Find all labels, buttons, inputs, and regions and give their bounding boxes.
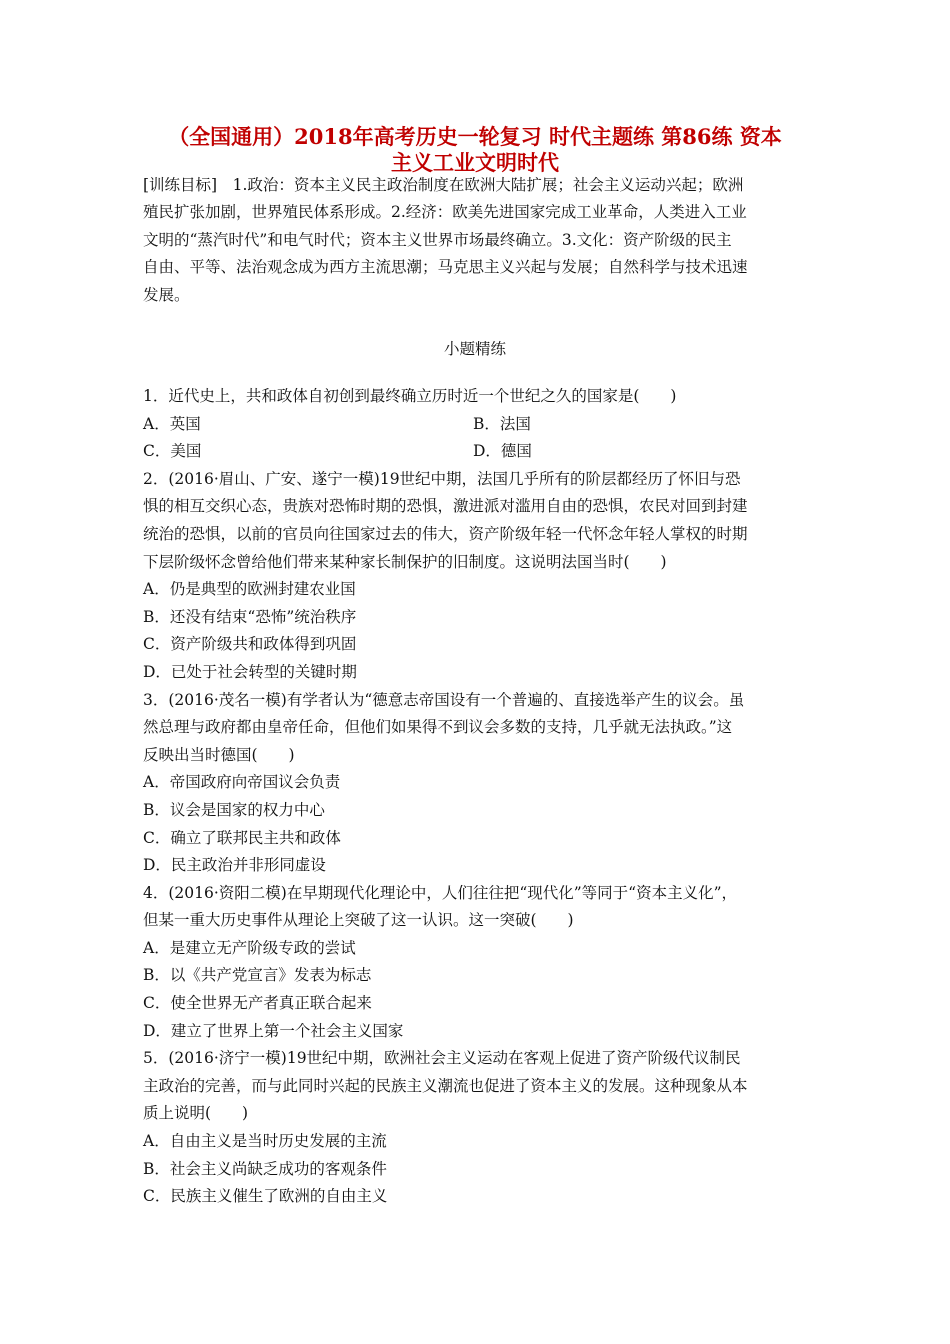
title-line-2: 主义工业文明时代	[391, 150, 559, 175]
option-c: C．资产阶级共和政体得到巩固	[143, 635, 357, 654]
question-stem: 惧的相互交织心态，贵族对恐怖时期的恐惧，激进派对滥用自由的恐惧，农民对回到封建	[143, 497, 748, 516]
question-stem: 5．(2016·济宁一模)19世纪中期，欧洲社会主义运动在客观上促进了资产阶级代议制民	[143, 1049, 741, 1068]
question-2	[143, 466, 813, 687]
question-stem: 3．(2016·茂名一模)有学者认为“德意志帝国设有一个普遍的、直接选举产生的议会。虽	[143, 690, 745, 709]
question-stem: 主政治的完善，而与此同时兴起的民族主义潮流也促进了资本主义的发展。这种现象从本	[143, 1076, 748, 1095]
option-d: D．建立了世界上第一个社会主义国家	[143, 1021, 404, 1040]
goal-line: 发展。	[143, 285, 190, 304]
option-row	[143, 411, 813, 439]
goal-line: 殖民扩张加剧，世界殖民体系形成。2.经济：欧美先进国家完成工业革命，人类进入工业	[143, 203, 747, 222]
title-line-1: （全国通用）2018年高考历史一轮复习 时代主题练 第86练 资本	[168, 124, 782, 149]
question-stem: 质上说明( )	[143, 1104, 249, 1123]
question-stem: 反映出当时德国( )	[143, 745, 295, 764]
option-row	[143, 438, 813, 466]
question-1	[143, 383, 813, 466]
question-4	[143, 880, 813, 1046]
option-a: A．仍是典型的欧洲封建农业国	[143, 580, 356, 599]
question-stem: 下层阶级怀念曾给他们带来某种家长制保护的旧制度。这说明法国当时( )	[143, 552, 667, 571]
question-3	[143, 687, 813, 880]
option-b: B．以《共产党宣言》发表为标志	[143, 966, 372, 985]
question-stem: 2．(2016·眉山、广安、遂宁一模)19世纪中期，法国几乎所有的阶层都经历了怀旧与恐	[143, 469, 741, 488]
question-list	[143, 383, 813, 1211]
goal-line: [训练目标] 1.政治：资本主义民主政治制度在欧洲大陆扩展；社会主义运动兴起；欧洲	[143, 176, 744, 194]
option-b: B．法国	[473, 414, 531, 433]
question-stem: 4．(2016·资阳二模)在早期现代化理论中，人们往往把“现代化”等同于“资本主义化”，	[143, 883, 738, 902]
question-stem: 1．近代史上，共和政体自初创到最终确立历时近一个世纪之久的国家是( )	[143, 387, 677, 405]
question-stem: 然总理与政府都由皇帝任命，但他们如果得不到议会多数的支持，几乎就无法执政。”这	[143, 718, 733, 737]
option-c: C．确立了联邦民主共和政体	[143, 828, 341, 847]
goal-line: 自由、平等、法治观念成为西方主流思潮；马克思主义兴起与发展；自然科学与技术迅速	[143, 258, 748, 277]
option-c: C．使全世界无产者真正联合起来	[143, 994, 372, 1013]
option-d: D．民主政治并非形同虚设	[143, 856, 326, 875]
question-stem: 统治的恐惧，以前的官员向往国家过去的伟大，资产阶级年轻一代怀念年轻人掌权的时期	[143, 524, 748, 543]
question-stem: 但某一重大历史事件从理论上突破了这一认识。这一突破( )	[143, 911, 574, 930]
option-a: A．帝国政府向帝国议会负责	[143, 773, 341, 792]
question-5	[143, 1045, 813, 1211]
option-c: C．美国	[143, 442, 202, 461]
option-d: D．已处于社会转型的关键时期	[143, 662, 357, 681]
option-b: B．还没有结束“恐怖”统治秩序	[143, 607, 357, 626]
training-goal	[143, 172, 810, 309]
option-a: A．自由主义是当时历史发展的主流	[143, 1132, 387, 1151]
option-d: D．德国	[473, 442, 532, 461]
option-a: A．是建立无产阶级专政的尝试	[143, 938, 356, 957]
option-b: B．社会主义尚缺乏成功的客观条件	[143, 1159, 387, 1178]
option-a: A．英国	[143, 414, 201, 433]
option-b: B．议会是国家的权力中心	[143, 800, 325, 819]
goal-line: 文明的“蒸汽时代”和电气时代；资本主义世界市场最终确立。3.文化：资产阶级的民主	[143, 230, 732, 249]
option-c: C．民族主义催生了欧洲的自由主义	[143, 1187, 388, 1206]
section-title: 小题精练	[443, 340, 506, 358]
document-title	[120, 124, 830, 176]
